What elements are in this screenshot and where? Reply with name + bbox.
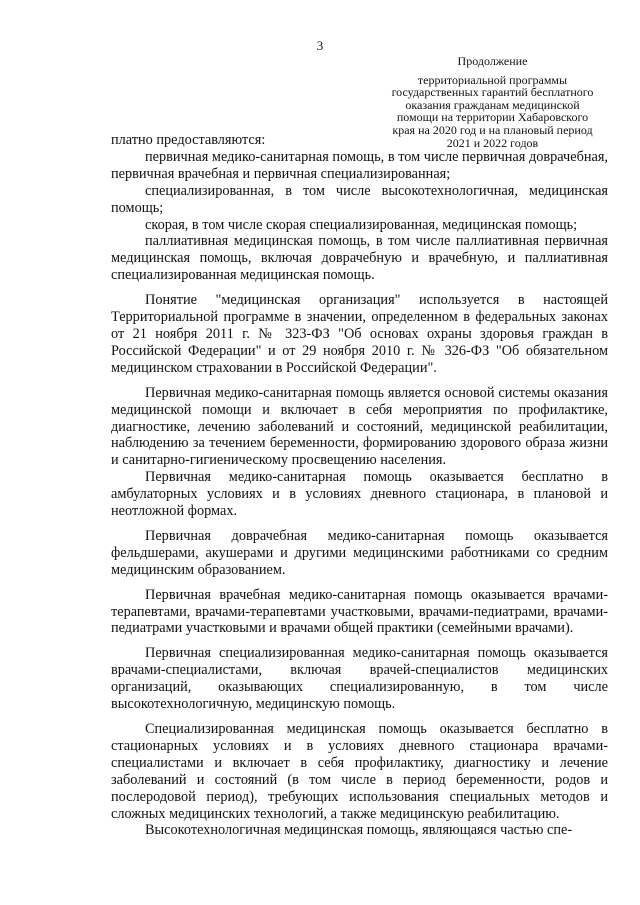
paragraph: Первичная доврачебная медико-санитарная помощь оказывается фельдшерами, акушерами и другими медицинскими работниками со средним медицинским образованием.	[111, 527, 608, 578]
paragraph: Первичная медико-санитарная помощь оказывается бесплатно в амбулаторных условиях и в условиях дневного стационара, в плановой и неотложной формах.	[111, 469, 608, 520]
paragraph: платно предоставляются:	[111, 132, 266, 148]
continuation-line: оказания гражданам медицинской	[405, 97, 580, 112]
paragraph: первичная медико-санитарная помощь, в том числе первичная доврачебная, первичная врачебная и первичная специализированная;	[111, 148, 608, 182]
paragraph: Первичная специализированная медико-санитарная помощь оказывается врачами-специалистами, включая врачей-специалистов медицинских организаций, оказывающих специализированную, в том числе высокотехнологичную, медицинскую помощь.	[111, 645, 608, 713]
paragraph: Высокотехнологичная медицинская помощь, являющаяся частью спе-	[145, 822, 573, 839]
continuation-line: территориальной программы	[417, 72, 568, 87]
paragraph: Первичная медико-санитарная помощь является основой системы оказания медицинской помощи и включает в себя мероприятия по профилактике, диагностике, лечению заболеваний и состояний, медицинской реабилитации, наблюдению за течением беременности, формированию здорового образа жизни и санитарно-гигиеническому просвещению населения.	[111, 384, 608, 469]
page-number: 3	[316, 38, 324, 53]
continuation-line: помощи на территории Хабаровского	[396, 110, 589, 125]
continuation-line: края на 2020 год и на плановый период	[392, 122, 593, 137]
paragraph: Первичная врачебная медико-санитарная помощь оказывается врачами-терапевтами, врачами-терапевтами участковыми, врачами-педиатрами, врачами-педиатрами участковыми и врачами общей практики (семейными врачами).	[111, 586, 608, 637]
continuation-line: 2021 и 2022 годов	[446, 135, 539, 150]
paragraph: специализированная, в том числе высокотехнологичная, медицинская помощь;	[111, 182, 608, 216]
paragraph: паллиативная медицинская помощь, в том числе паллиативная первичная медицинская помощь, включая доврачебную и врачебную, и паллиативная специализированная медицинская помощь.	[111, 233, 608, 284]
paragraph: скорая, в том числе скорая специализированная, медицинская помощь;	[145, 216, 578, 233]
paragraph: Понятие "медицинская организация" используется в настоящей Территориальной программе в значении, определенном в федеральных законах от 21 ноября 2011 г. № 323-ФЗ "Об основах охраны здоровья граждан в Российской Федерации" и от 29 ноября 2010 г. № 326-ФЗ "Об обязательном медицинском страховании в Российской Федерации".	[111, 292, 608, 376]
paragraph: Специализированная медицинская помощь оказывается бесплатно в стационарных условиях и в условиях дневного стационара врачами-специалистами и включает в себя профилактику, диагностику и лечение заболеваний и состояний (в том числе в период беременности, родов и послеродовой период), требующих использования специальных методов и сложных медицинских технологий, а также медицинскую реабилитацию.	[111, 721, 608, 822]
continuation-label: Продолжение	[457, 54, 528, 68]
continuation-line: государственных гарантий бесплатного	[391, 85, 594, 100]
document-body	[111, 132, 608, 839]
